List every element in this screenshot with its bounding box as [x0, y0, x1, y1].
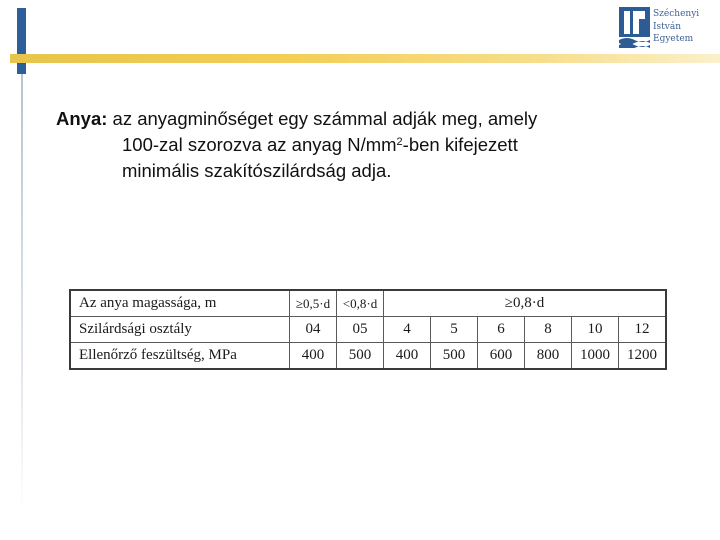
slide-frame-vertical-bar: [17, 8, 26, 74]
unit-superscript: 2: [396, 136, 403, 148]
table-cell: 1200: [619, 343, 667, 370]
table-cell: 6: [478, 317, 525, 343]
table-cell: 04: [290, 317, 337, 343]
table-cell: ≥0,5·d: [290, 290, 337, 317]
table-row-class: [70, 317, 666, 343]
definition-line-2: [56, 132, 656, 158]
slide-frame-vertical-line: [21, 74, 23, 514]
table-cell: 8: [525, 317, 572, 343]
table-cell: ≥0,8·d: [384, 290, 667, 317]
university-logo: [619, 7, 715, 51]
table-cell: 10: [572, 317, 619, 343]
table-row-height: [70, 290, 666, 317]
table-cell: 400: [290, 343, 337, 370]
logo-line: István: [653, 21, 682, 32]
table-cell: 5: [431, 317, 478, 343]
definition-text: [56, 106, 656, 184]
logo-line: Egyetem: [653, 34, 694, 44]
slide-frame-horizontal-bar: [10, 54, 720, 63]
university-logo-text: [653, 8, 699, 46]
table-cell: 500: [337, 343, 384, 370]
table-cell: 400: [384, 343, 431, 370]
definition-line-1: az anyagminőséget egy számmal adják meg, amely: [112, 108, 538, 129]
table-cell: <0,8·d: [337, 290, 384, 317]
table-cell: 600: [478, 343, 525, 370]
definition-line-2-text-end: -ben kifejezett: [402, 134, 518, 155]
table-cell: 1000: [572, 343, 619, 370]
table-cell: 05: [337, 317, 384, 343]
table-row-stress: [70, 343, 666, 370]
definition-term: Anya:: [56, 108, 108, 129]
logo-line: Széchenyi: [653, 9, 700, 19]
strength-class-table: [69, 289, 667, 370]
row-header-stress: Ellenőrző feszültség, MPa: [70, 343, 290, 370]
table-cell: 12: [619, 317, 667, 343]
strength-table-image: [69, 289, 667, 370]
row-header-height: Az anya magassága, m: [70, 290, 290, 317]
table-cell: 800: [525, 343, 572, 370]
definition-line-2-text: 100-zal szorozva az anyag N/mm: [122, 134, 397, 155]
definition-line-3: minimális szakítószilárdság adja.: [122, 160, 392, 181]
row-header-class: Szilárdsági osztály: [70, 317, 290, 343]
table-cell: 500: [431, 343, 478, 370]
table-cell: 4: [384, 317, 431, 343]
university-logo-icon: [619, 7, 650, 48]
